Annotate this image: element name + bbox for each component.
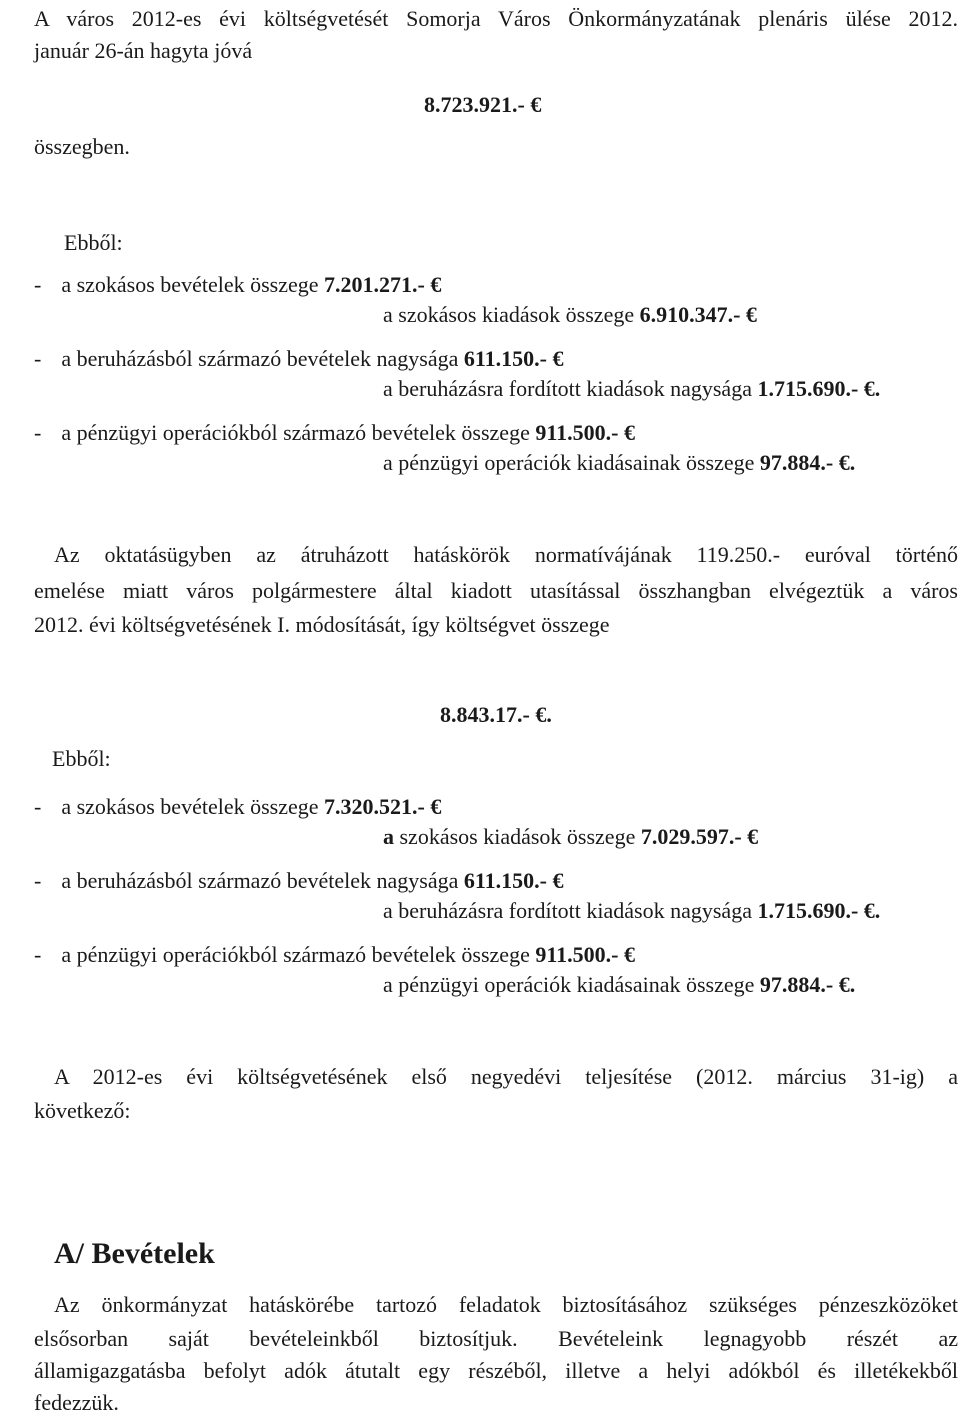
- list-dash: -: [34, 420, 42, 445]
- value: 97.884.- €.: [759, 972, 856, 997]
- para3-line-1: Az önkormányzat hatáskörébe tartozó feladatok biztosításához szükséges pénzeszközöket: [54, 1292, 958, 1317]
- list-dash: -: [34, 794, 42, 819]
- section1-ebbol: Ebből:: [64, 230, 123, 255]
- para3-line-2: elsősorban saját bevételeinkből biztosítjuk. Bevételeink legnagyobb részét az: [34, 1326, 958, 1351]
- intro-line-2: január 26-án hagyta jóvá: [34, 38, 253, 63]
- section-heading-bevetelek: A/ Bevételek: [54, 1237, 215, 1270]
- para3-line-3: államigazgatásba befolyt adók átutalt egy részéből, illetve a helyi adókból és illetékekből: [34, 1358, 958, 1383]
- intro-line-1: A város 2012-es évi költségvetését Somorja Város Önkormányzatának plenáris ülése 2012.: [34, 6, 958, 31]
- value: 911.500.- €: [535, 942, 635, 967]
- value: 1.715.690.- €.: [757, 376, 881, 401]
- value: 7.029.597.- €: [640, 824, 759, 849]
- para1-line-1: Az oktatásügyben az átruházott hatáskörök normatívájának 119.250.- euróval történő: [54, 542, 958, 567]
- section1-item-3: - a beruházásból származó bevételek nagysága 611.150.- €: [34, 346, 564, 371]
- para1-line-3: 2012. évi költségvetésének I. módosítását, így költségvet összege: [34, 612, 610, 637]
- intro-line-3: összegben.: [34, 134, 130, 159]
- list-dash: -: [34, 868, 42, 893]
- list-dash: -: [34, 272, 42, 297]
- section1-item-2: a szokásos kiadások összege 6.910.347.- €: [383, 302, 757, 327]
- para1-line-2: emelése miatt város polgármestere által kiadott utasítással összhangban elvégeztük a város: [34, 578, 958, 603]
- section1-item-6: a pénzügyi operációk kiadásainak összege 97.884.- €.: [383, 450, 856, 475]
- section2-item-6: a pénzügyi operációk kiadásainak összege 97.884.- €.: [383, 972, 856, 997]
- list-dash: -: [34, 942, 42, 967]
- para2-line-2: következő:: [34, 1098, 131, 1123]
- value: 611.150.- €: [463, 346, 564, 371]
- value: 6.910.347.- €: [639, 302, 757, 327]
- section2-item-3: - a beruházásból származó bevételek nagysága 611.150.- €: [34, 868, 564, 893]
- list-dash: -: [34, 346, 42, 371]
- section2-item-1: - a szokásos bevételek összege 7.320.521.- €: [34, 794, 442, 819]
- value: 7.201.271.- €: [324, 272, 442, 297]
- section1-item-1: - a szokásos bevételek összege 7.201.271.- €: [34, 272, 442, 297]
- intro-amount: 8.723.921.- €: [424, 92, 542, 117]
- para2-line-1: A 2012-es évi költségvetésének első negyedévi teljesítése (2012. március 31-ig) a: [54, 1064, 958, 1089]
- section2-amount: 8.843.17.- €.: [440, 702, 552, 727]
- section1-item-4: a beruházásra fordított kiadások nagysága 1.715.690.- €.: [383, 376, 881, 401]
- section2-ebbol: Ebből:: [52, 746, 111, 771]
- value: 611.150.- €: [463, 868, 564, 893]
- para3-line-4: fedezzük.: [34, 1390, 119, 1415]
- section2-item-4: a beruházásra fordított kiadások nagysága 1.715.690.- €.: [383, 898, 881, 923]
- value: 7.320.521.- €: [324, 794, 442, 819]
- value: 97.884.- €.: [759, 450, 856, 475]
- value: 911.500.- €: [535, 420, 635, 445]
- value: 1.715.690.- €.: [757, 898, 881, 923]
- section2-item-5: - a pénzügyi operációkból származó bevételek összege 911.500.- €: [34, 942, 635, 967]
- section2-item-2: a szokásos kiadások összege 7.029.597.- €: [383, 824, 759, 849]
- section1-item-5: - a pénzügyi operációkból származó bevételek összege 911.500.- €: [34, 420, 635, 445]
